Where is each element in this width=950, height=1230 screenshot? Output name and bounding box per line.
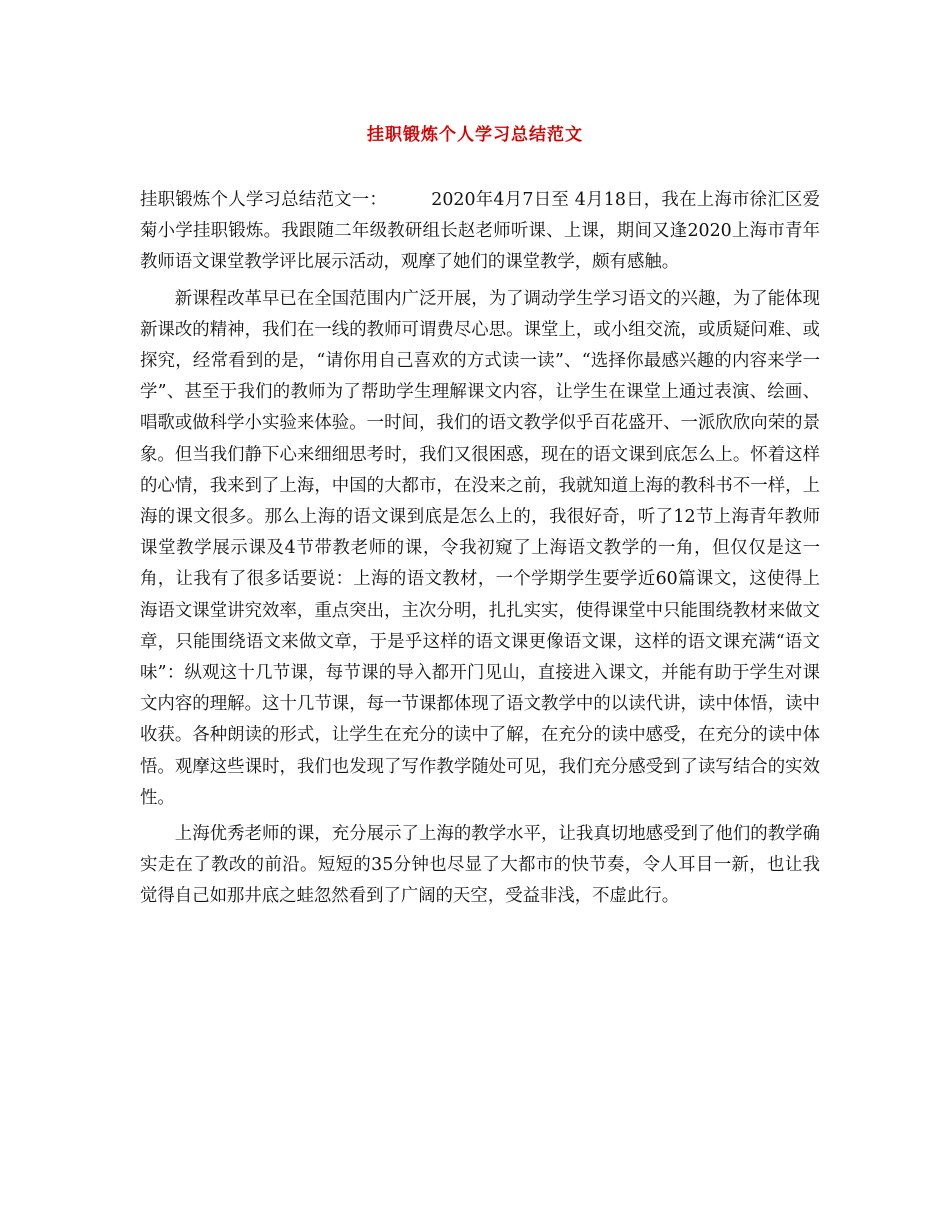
document-title: 挂职锻炼个人学习总结范文 <box>367 125 583 145</box>
document-body <box>140 185 820 918</box>
paragraph-conclusion: 上海优秀老师的课，充分展示了上海的教学水平，让我真切地感受到了他们的教学确实走在了教改的前沿。短短的35分钟也尽显了大都市的快节奏，令人耳目一新，也让我觉得自己如那井底之蛙忽然看到了广阔的天空，受益非浅，不虚此行。 <box>140 824 820 907</box>
paragraph-intro: 挂职锻炼个人学习总结范文一： 2020年4月7日至 4月18日，我在上海市徐汇区爱菊小学挂职锻炼。我跟随二年级教研组长赵老师听课、上课，期间又逢2020上海市青年教师语文课堂教学评比展示活动，观摩了她们的课堂教学，颇有感触。 <box>140 190 820 273</box>
paragraph-curriculum-reform: 新课程改革早已在全国范围内广泛开展，为了调动学生学习语文的兴趣，为了能体现新课改的精神，我们在一线的教师可谓费尽心思。课堂上，或小组交流，或质疑问难、或探究，经常看到的是，“请你用自己喜欢的方式读一读”、“选择你最感兴趣的内容来学一学”、甚至于我们的教师为了帮助学生理解课文内容，让学生在课堂上通过表演、绘画、唱歌或做科学小实验来体验。一时间，我们的语文教学似乎百花盛开、一派欣欣向荣的景象。但当我们静下心来细细思考时，我们又很困惑，现在的语文课到底怎么上。怀着这样的心情，我来到了上海，中国的大都市，在没来之前，我就知道上海的教科书不一样，上海的课文很多。那么上海的语文课到底是怎么上的，我很好奇，听了12节上海青年教师课堂教学展示课及4节带教老师的课，令我初窥了上海语文教学的一角，但仅仅是这一角，让我有了很多话要说：上海的语文教材，一个学期学生要学近60篇课文，这使得上海语文课堂讲究效率，重点突出，主次分明，扎扎实实，使得课堂中只能围绕教材来做文章，只能围绕语文来做文章，于是乎这样的语文课更像语文课，这样的语文课充满“语文味”：纵观这十几节课，每节课的导入都开门见山，直接进入课文，并能有助于学生对课文内容的理解。这十几节课，每一节课都体现了语文教学中的以读代讲，读中体悟，读中收获。各种朗读的形式，让学生在充分的读中了解，在充分的读中感受，在充分的读中体悟。观摩这些课时，我们也发现了写作教学随处可见，我们充分感受到了读写结合的实效性。 <box>140 288 820 808</box>
